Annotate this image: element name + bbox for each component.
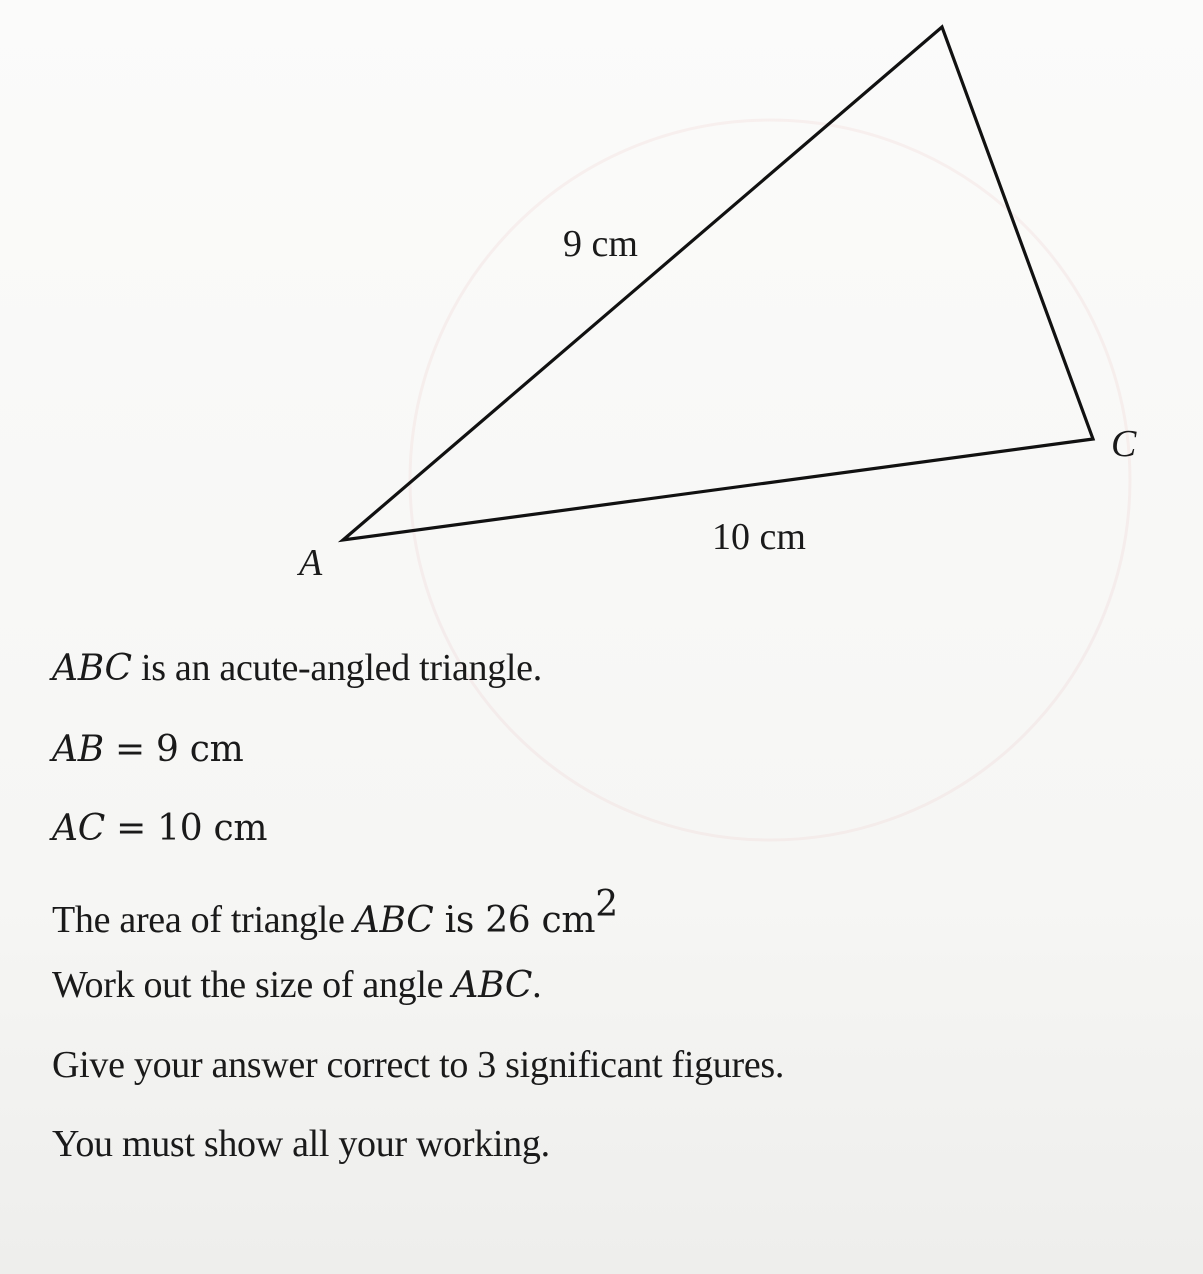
area-value: is 26 cm	[433, 900, 596, 941]
line5-end: .	[532, 964, 542, 1006]
triangle-name: ABC	[52, 648, 132, 689]
question-line-1	[52, 646, 542, 690]
vertex-a-label: A	[299, 542, 323, 584]
question-line-3	[52, 806, 267, 850]
question-line-5	[52, 963, 541, 1007]
angle-name: ABC	[452, 965, 533, 1006]
side-ac-value: = 10 cm	[104, 808, 268, 849]
area-exponent: 2	[595, 884, 618, 925]
vertex-c-label: C	[1111, 423, 1137, 465]
question-line-6: Give your answer correct to 3 significant figures.	[52, 1044, 785, 1086]
side-ab-label: 9 cm	[563, 223, 638, 265]
line4-text: The area of triangle	[52, 899, 354, 941]
question-line-7: You must show all your working.	[52, 1123, 550, 1165]
side-ac-symbol: AC	[52, 808, 105, 849]
question-line-4	[52, 884, 618, 942]
side-ab-symbol: AB	[52, 729, 104, 770]
triangle-name: ABC	[353, 900, 434, 941]
triangle-abc	[343, 27, 1093, 540]
line5-text: Work out the size of angle	[52, 964, 453, 1006]
line1-text: is an acute-angled triangle.	[131, 647, 542, 689]
side-ab-value: = 9 cm	[103, 729, 244, 770]
side-ac-label: 10 cm	[712, 516, 806, 558]
question-line-2	[52, 727, 243, 771]
